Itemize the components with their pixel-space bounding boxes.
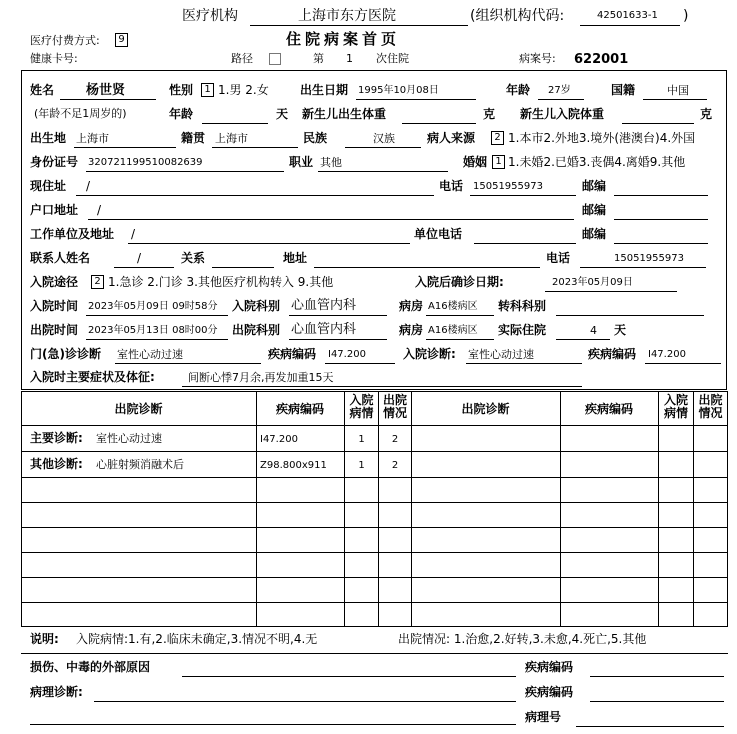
hukou-postcode-line <box>614 219 708 220</box>
address-line <box>76 195 434 196</box>
primary-dx-code: I47.200 <box>260 434 298 445</box>
symptom-label: 入院时主要症状及体征: <box>30 370 155 384</box>
header-out-condition: 出院情况 <box>382 393 407 420</box>
admit-dx-label: 入院诊断: <box>403 347 456 361</box>
ethnicity-line <box>345 147 421 148</box>
name-label: 姓名 <box>30 83 55 97</box>
org-name-line <box>250 25 468 26</box>
gender-label: 性别 <box>169 83 194 97</box>
record-no: 622001 <box>574 52 629 67</box>
contact-label: 联系人姓名 <box>30 251 91 265</box>
route-label: 入院途径 <box>30 275 79 289</box>
admit-time: 2023年05月09日 09时58分 <box>88 301 218 312</box>
injury-code-label: 疾病编码 <box>525 660 574 674</box>
age-line <box>538 99 584 100</box>
other-dx-out: 2 <box>391 460 399 471</box>
infant-age-label: 年龄 <box>169 107 194 121</box>
outpatient-dx: 室性心动过速 <box>117 348 183 361</box>
injury-code-line <box>590 676 724 677</box>
header-discharge-diagnosis-2: 出院诊断 <box>461 402 510 416</box>
discharge-dept-label: 出院科别 <box>232 323 281 337</box>
other-dx: 心脏射频消融术后 <box>96 458 184 471</box>
admit-ward-line <box>426 315 494 316</box>
dob-label: 出生日期 <box>300 83 349 97</box>
source-value: 2 <box>491 131 504 145</box>
primary-dx: 室性心动过速 <box>96 432 162 445</box>
injury-label: 损伤、中毒的外部原因 <box>30 660 151 674</box>
stay-days: 4 <box>590 324 597 337</box>
marital-label: 婚姻 <box>463 155 488 169</box>
nationality-line <box>643 99 707 100</box>
ethnicity-label: 民族 <box>303 131 328 145</box>
native-value: 上海市 <box>215 132 248 145</box>
native-line <box>212 147 298 148</box>
discharge-ward: A16楼病区 <box>428 325 478 336</box>
admit-dx-code: I47.200 <box>648 349 686 360</box>
admit-time-line <box>86 315 228 316</box>
confirm-label: 入院后确诊日期: <box>415 275 504 289</box>
payment-value: 9 <box>115 33 128 47</box>
header-out-condition-2: 出院情况 <box>698 393 723 420</box>
age-label: 年龄 <box>506 83 531 97</box>
native-label: 籍贯 <box>181 131 206 145</box>
ethnicity-value: 汉族 <box>373 132 395 145</box>
org-code-line <box>580 25 680 26</box>
work-label: 工作单位及地址 <box>30 227 115 241</box>
admit-dx-line <box>466 363 582 364</box>
gender-value: 1 <box>201 83 214 97</box>
infant-age-unit: 天 <box>276 107 289 121</box>
pathology-code-label: 疾病编码 <box>525 685 574 699</box>
postcode-line <box>614 195 708 196</box>
occupation-line <box>318 171 448 172</box>
discharge-dept-line <box>289 339 387 340</box>
hukou-value: / <box>97 203 102 217</box>
hukou-postcode-label: 邮编 <box>582 203 607 217</box>
admit-dept-label: 入院科别 <box>232 299 281 313</box>
discharge-time-line <box>86 339 228 340</box>
pathology-label: 病理诊断: <box>30 685 83 699</box>
stay-line <box>556 339 610 340</box>
visit-number: 1 <box>346 52 353 65</box>
stay-label: 实际住院 <box>498 323 547 337</box>
visit-suffix: 次住院 <box>376 52 409 65</box>
other-dx-admit: 1 <box>358 460 365 471</box>
contact-phone-label: 电话 <box>546 251 571 265</box>
route-options: 1.急诊 2.门诊 3.其他医疗机构转入 9.其他 <box>108 275 334 289</box>
work-postcode-line <box>614 243 708 244</box>
pathway-checkbox[interactable] <box>269 53 281 65</box>
address-label: 现住址 <box>30 179 67 193</box>
newborn-admit-weight-label: 新生儿入院体重 <box>520 107 605 121</box>
newborn-weight-unit: 克 <box>483 107 496 121</box>
notes-admit-condition: 入院病情:1.有,2.临床未确定,3.情况不明,4.无 <box>76 632 318 646</box>
discharge-ward-line <box>426 339 494 340</box>
admit-dx: 室性心动过速 <box>468 348 534 361</box>
occupation-label: 职业 <box>289 155 314 169</box>
transfer-label: 转科科别 <box>498 299 547 313</box>
record-no-label: 病案号: <box>519 52 556 65</box>
id-number: 320721199510082639 <box>88 157 203 168</box>
header-disease-code: 疾病编码 <box>275 402 324 416</box>
newborn-admit-weight-line <box>622 123 694 124</box>
dob-line <box>356 99 476 100</box>
other-dx-label: 其他诊断: <box>30 457 83 471</box>
admit-time-label: 入院时间 <box>30 299 79 313</box>
contact-phone-value: 15051955973 <box>614 253 684 264</box>
address-value: / <box>86 179 91 193</box>
work-postcode-label: 邮编 <box>582 227 607 241</box>
org-code-label: (组织机构代码: <box>470 8 565 24</box>
birthplace-line <box>74 147 176 148</box>
injury-line <box>182 676 516 677</box>
contact-line <box>114 267 174 268</box>
admit-dx-code-label: 疾病编码 <box>588 347 637 361</box>
discharge-dept: 心血管内科 <box>291 322 357 337</box>
route-value: 2 <box>91 275 104 289</box>
pathology-code-line <box>590 701 724 702</box>
outpatient-code: I47.200 <box>328 349 366 360</box>
notes-label: 说明: <box>30 632 59 646</box>
source-options: 1.本市2.外地3.境外(港澳台)4.外国 <box>508 131 696 145</box>
marital-options: 1.未婚2.已婚3.丧偶4.离婚9.其他 <box>508 155 686 169</box>
transfer-line <box>556 315 704 316</box>
contact-addr-line <box>314 267 540 268</box>
source-label: 病人来源 <box>427 131 476 145</box>
discharge-ward-label: 病房 <box>399 323 424 337</box>
hukou-line <box>88 219 574 220</box>
notes-out-condition: 出院情况: 1.治愈,2.好转,3.未愈,4.死亡,5.其他 <box>398 632 647 646</box>
other-dx-code: Z98.800x911 <box>260 460 327 471</box>
work-line <box>128 243 410 244</box>
work-value: / <box>131 227 136 241</box>
discharge-time: 2023年05月13日 08时00分 <box>88 325 218 336</box>
header-discharge-diagnosis: 出院诊断 <box>114 402 163 416</box>
admit-ward: A16楼病区 <box>428 301 478 312</box>
org-name: 上海市东方医院 <box>298 8 396 24</box>
contact-addr-label: 地址 <box>283 251 308 265</box>
primary-dx-admit: 1 <box>358 434 365 445</box>
org-code-close: ) <box>683 8 689 24</box>
newborn-weight-line <box>402 123 476 124</box>
admit-dept-line <box>289 315 387 316</box>
gender-options: 1.男 2.女 <box>218 83 269 97</box>
phone-line <box>470 195 576 196</box>
primary-dx-label: 主要诊断: <box>30 431 83 445</box>
marital-value: 1 <box>492 155 505 169</box>
discharge-time-label: 出院时间 <box>30 323 79 337</box>
pathology-no-label: 病理号 <box>525 710 562 724</box>
org-label: 医疗机构 <box>182 8 238 24</box>
admit-dx-code-line <box>645 363 721 364</box>
work-phone-label: 单位电话 <box>414 227 463 241</box>
infant-note: (年龄不足1周岁的) <box>34 107 127 120</box>
phone-label: 电话 <box>439 179 464 193</box>
phone-value: 15051955973 <box>473 181 543 192</box>
pathology-line <box>94 701 516 702</box>
pathology-line-2 <box>30 724 516 725</box>
relation-line <box>212 267 274 268</box>
header-admit-condition: 入院病情 <box>349 393 374 420</box>
symptom-line <box>182 386 582 387</box>
hukou-label: 户口地址 <box>30 203 79 217</box>
page-title: 住院病案首页 <box>286 30 401 48</box>
birthplace-label: 出生地 <box>30 131 67 145</box>
outpatient-dx-line <box>115 363 261 364</box>
id-line <box>86 171 284 172</box>
primary-dx-out: 2 <box>391 434 399 445</box>
patient-name: 杨世贤 <box>86 83 126 98</box>
visit-prefix: 第 <box>313 52 324 65</box>
outpatient-code-line <box>325 363 395 364</box>
outpatient-dx-label: 门(急)诊诊断 <box>30 347 101 361</box>
symptom-value: 间断心悸7月余,再发加重15天 <box>188 371 334 384</box>
birthplace-value: 上海市 <box>76 132 109 145</box>
org-code: 42501633-1 <box>597 10 658 21</box>
stay-unit: 天 <box>614 323 627 337</box>
newborn-admit-weight-unit: 克 <box>700 107 713 121</box>
payment-label: 医疗付费方式: <box>30 34 100 47</box>
confirm-line <box>545 291 677 292</box>
pathway-label: 路径 <box>231 52 253 65</box>
occupation-value: 其他 <box>320 156 342 169</box>
admit-dept: 心血管内科 <box>291 298 357 313</box>
footer-divider <box>21 653 728 654</box>
ward-label: 病房 <box>399 299 424 313</box>
header-admit-condition-2: 入院病情 <box>663 393 688 420</box>
contact-value: / <box>137 251 142 265</box>
contact-phone-line <box>580 267 706 268</box>
id-label: 身份证号 <box>30 155 79 169</box>
outpatient-code-label: 疾病编码 <box>268 347 317 361</box>
nationality-label: 国籍 <box>611 83 636 97</box>
pathology-no-line <box>576 726 724 727</box>
name-line <box>60 99 156 100</box>
work-phone-line <box>474 243 576 244</box>
confirm-date: 2023年05月09日 <box>552 277 633 288</box>
age-value: 27岁 <box>548 85 571 96</box>
nationality-value: 中国 <box>667 84 689 97</box>
postcode-label: 邮编 <box>582 179 607 193</box>
relation-label: 关系 <box>181 251 206 265</box>
dob-value: 1995年10月08日 <box>358 85 439 96</box>
header-disease-code-2: 疾病编码 <box>584 402 633 416</box>
newborn-weight-label: 新生儿出生体重 <box>302 107 387 121</box>
infant-age-line <box>202 123 268 124</box>
health-card-label: 健康卡号: <box>30 52 78 65</box>
